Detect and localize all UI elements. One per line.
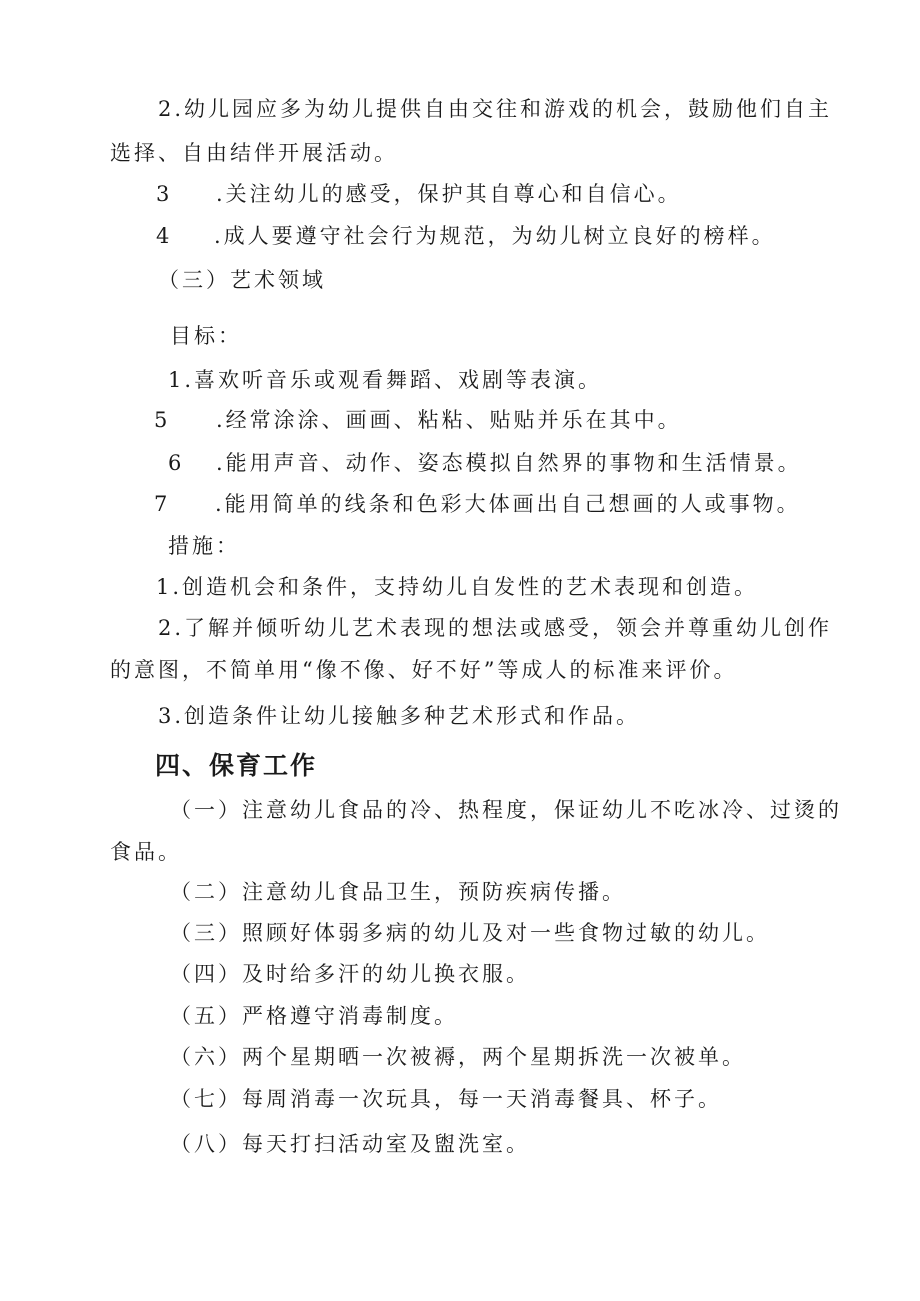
care-item: （三）照顾好体弱多病的幼儿及对一些食物过敏的幼儿。	[170, 921, 770, 945]
item-number: 5	[154, 408, 171, 432]
item-number: 3	[156, 182, 173, 206]
item-text: .关注幼儿的感受，保护其自尊心和自信心。	[216, 182, 682, 206]
goal-item	[154, 406, 682, 434]
section-heading-care: 四、保育工作	[155, 751, 318, 780]
item-text: .经常涂涂、画画、粘粘、贴贴并乐在其中。	[216, 408, 682, 432]
item-text: 选择、自由结伴开展活动。	[110, 141, 398, 165]
goal-item	[154, 490, 801, 518]
item-number: 2	[158, 97, 175, 121]
goals-label: 目标：	[170, 324, 242, 348]
measure-item	[156, 222, 776, 250]
care-item: （六）两个星期晒一次被褥，两个星期拆洗一次被单。	[170, 1045, 746, 1069]
measures-label: 措施：	[168, 534, 240, 558]
care-item-continuation: 食品。	[110, 840, 182, 864]
item-text: .创造机会和条件，支持幼儿自发性的艺术表现和创造。	[172, 575, 759, 599]
care-item: （四）及时给多汗的幼儿换衣服。	[170, 962, 530, 986]
measure-item	[156, 573, 758, 601]
item-text: .创造条件让幼儿接触多种艺术形式和作品。	[174, 704, 641, 728]
measure-item	[158, 702, 640, 730]
item-text: .能用声音、动作、姿态模拟自然界的事物和生活情景。	[216, 451, 802, 475]
care-item: （七）每周消毒一次玩具，每一天消毒餐具、杯子。	[170, 1087, 722, 1111]
item-number: 1	[156, 575, 173, 599]
care-item: （五）严格遵守消毒制度。	[170, 1004, 458, 1028]
care-item: （八）每天打扫活动室及盥洗室。	[170, 1132, 530, 1156]
measure-item-continuation	[110, 139, 398, 167]
care-item: （一）注意幼儿食品的冷、热程度，保证幼儿不吃冰冷、过烫的	[170, 798, 842, 822]
item-text: 的意图，不简单用“像不像、好不好”等成人的标准来评价。	[110, 658, 738, 682]
item-number: 2	[158, 616, 175, 640]
item-text: .成人要遵守社会行为规范，为幼儿树立良好的榜样。	[214, 224, 776, 248]
item-number: 3	[158, 704, 175, 728]
section-title-art: （三）艺术领域	[158, 268, 326, 292]
measure-item	[156, 180, 682, 208]
item-number: 4	[156, 224, 173, 248]
item-text: .能用简单的线条和色彩大体画出自己想画的人或事物。	[215, 492, 801, 516]
care-item: （二）注意幼儿食品卫生，预防疾病传播。	[170, 880, 626, 904]
item-text: .了解并倾听幼儿艺术表现的想法或感受，领会并尊重幼儿创作	[174, 616, 833, 640]
item-number: 7	[154, 492, 171, 516]
measure-item	[158, 95, 832, 123]
measure-item-continuation	[110, 656, 737, 684]
item-number: 6	[168, 451, 185, 475]
goal-item	[168, 449, 802, 477]
measure-item	[158, 614, 832, 642]
item-text: .幼儿园应多为幼儿提供自由交往和游戏的机会，鼓励他们自主	[174, 97, 833, 121]
item-text: 喜欢听音乐或观看舞蹈、戏剧等表演。	[194, 368, 603, 392]
goal-item	[168, 366, 602, 394]
item-number: 1.	[168, 368, 195, 392]
